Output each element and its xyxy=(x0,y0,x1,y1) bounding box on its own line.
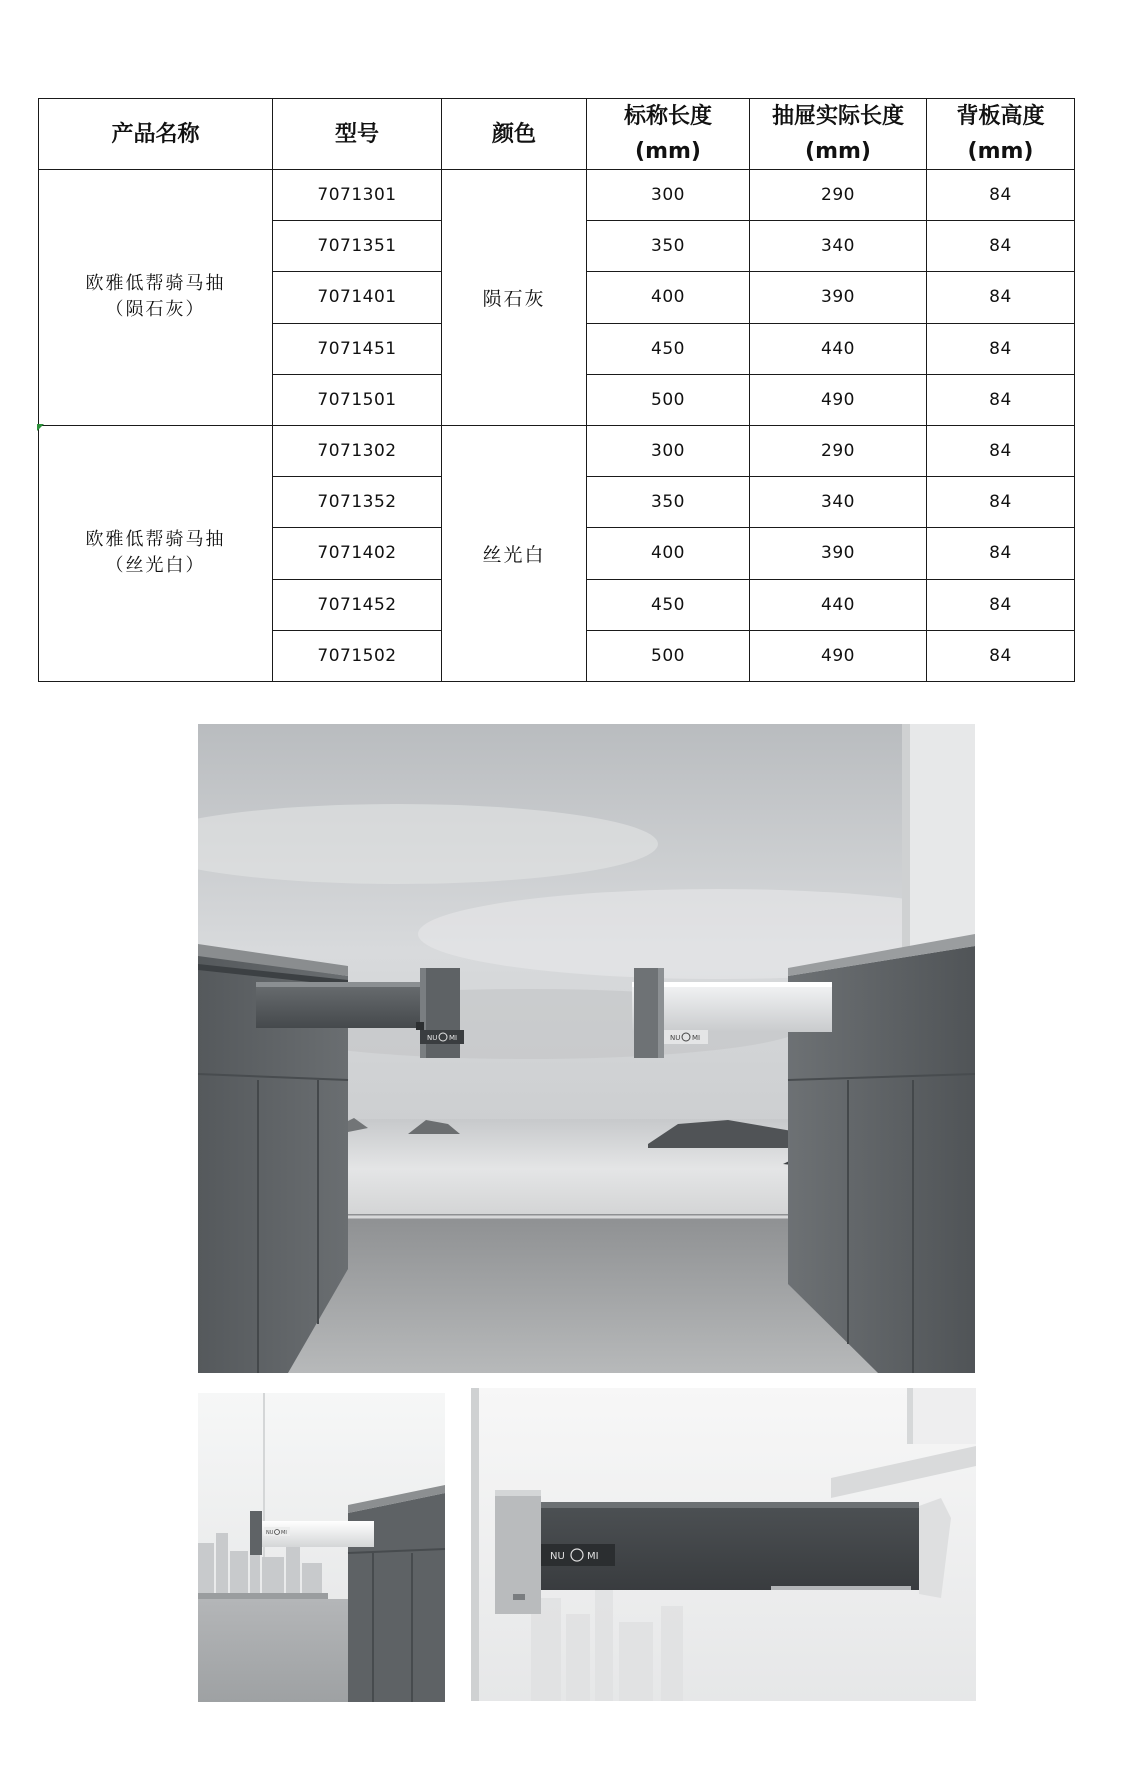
product-name-cell: 欧雅低帮骑马抽 （陨石灰） xyxy=(39,170,273,426)
actual-length-cell: 390 xyxy=(750,272,927,323)
brand-logo xyxy=(664,1030,708,1044)
actual-length-cell: 440 xyxy=(750,579,927,630)
photo-grey-drawer-closeup xyxy=(471,1388,976,1701)
svg-text:MI: MI xyxy=(281,1530,287,1536)
svg-text:MI: MI xyxy=(587,1551,599,1562)
svg-text:NU: NU xyxy=(427,1034,438,1042)
model-cell: 7071502 xyxy=(273,630,442,681)
product-name-cell: 欧雅低帮骑马抽 （丝光白） xyxy=(39,425,273,681)
nominal-length-cell: 450 xyxy=(587,323,750,374)
nominal-length-cell: 400 xyxy=(587,528,750,579)
model-cell: 7071501 xyxy=(273,374,442,425)
model-cell: 7071401 xyxy=(273,272,442,323)
svg-text:NU: NU xyxy=(266,1530,274,1536)
nominal-length-cell: 350 xyxy=(587,221,750,272)
table-row xyxy=(39,425,1075,476)
back-height-cell: 84 xyxy=(927,425,1075,476)
back-height-cell: 84 xyxy=(927,170,1075,221)
model-cell: 7071352 xyxy=(273,477,442,528)
spec-table xyxy=(38,98,1075,682)
model-cell: 7071451 xyxy=(273,323,442,374)
photo-white-drawer-city-view xyxy=(198,1393,445,1702)
back-height-cell: 84 xyxy=(927,630,1075,681)
actual-length-cell: 340 xyxy=(750,477,927,528)
cell-comment-marker xyxy=(37,424,44,431)
header-actual-length: 抽屉实际长度 (mm) xyxy=(750,99,927,170)
actual-length-cell: 390 xyxy=(750,528,927,579)
svg-text:NU: NU xyxy=(550,1551,565,1562)
actual-length-cell: 340 xyxy=(750,221,927,272)
svg-text:NU: NU xyxy=(670,1034,681,1042)
back-height-cell: 84 xyxy=(927,272,1075,323)
model-cell: 7071351 xyxy=(273,221,442,272)
actual-length-cell: 490 xyxy=(750,630,927,681)
back-height-cell: 84 xyxy=(927,579,1075,630)
table-row xyxy=(39,170,1075,221)
model-cell: 7071452 xyxy=(273,579,442,630)
nominal-length-cell: 500 xyxy=(587,374,750,425)
model-cell: 7071301 xyxy=(273,170,442,221)
header-nominal-length: 标称长度 (mm) xyxy=(587,99,750,170)
svg-text:MI: MI xyxy=(692,1034,701,1042)
nominal-length-cell: 300 xyxy=(587,170,750,221)
back-height-cell: 84 xyxy=(927,477,1075,528)
back-height-cell: 84 xyxy=(927,374,1075,425)
svg-text:MI: MI xyxy=(449,1034,458,1042)
header-color: 颜色 xyxy=(442,99,587,170)
nominal-length-cell: 500 xyxy=(587,630,750,681)
actual-length-cell: 440 xyxy=(750,323,927,374)
nominal-length-cell: 350 xyxy=(587,477,750,528)
nominal-length-cell: 450 xyxy=(587,579,750,630)
color-cell: 陨石灰 xyxy=(442,170,587,426)
model-cell: 7071302 xyxy=(273,425,442,476)
actual-length-cell: 290 xyxy=(750,425,927,476)
actual-length-cell: 290 xyxy=(750,170,927,221)
table-header-row xyxy=(39,99,1075,170)
back-height-cell: 84 xyxy=(927,528,1075,579)
photo-two-drawers-sea-view xyxy=(198,724,975,1373)
actual-length-cell: 490 xyxy=(750,374,927,425)
header-model: 型号 xyxy=(273,99,442,170)
header-product-name: 产品名称 xyxy=(39,99,273,170)
back-height-cell: 84 xyxy=(927,323,1075,374)
header-back-height: 背板高度 (mm) xyxy=(927,99,1075,170)
nominal-length-cell: 400 xyxy=(587,272,750,323)
back-height-cell: 84 xyxy=(927,221,1075,272)
model-cell: 7071402 xyxy=(273,528,442,579)
color-cell: 丝光白 xyxy=(442,425,587,681)
brand-logo xyxy=(420,1030,464,1044)
nominal-length-cell: 300 xyxy=(587,425,750,476)
